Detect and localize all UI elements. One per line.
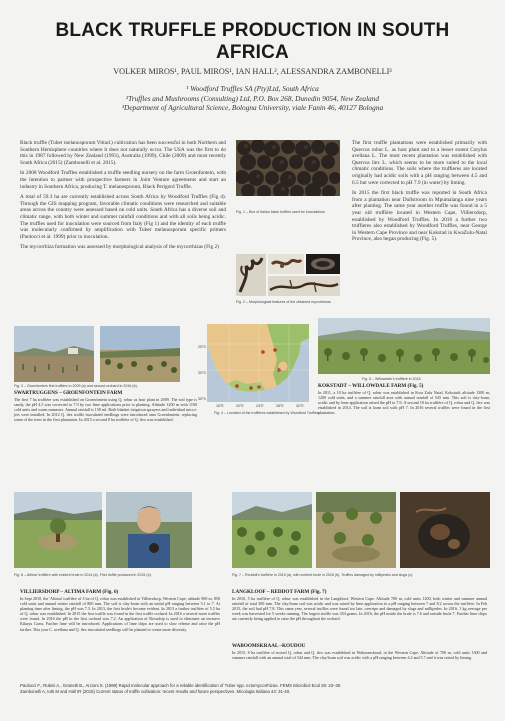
swartruggens-title: SWARTRUGGENS – GROENFONTEIN FARM bbox=[14, 390, 123, 396]
fig5-caption: Fig. 5 – Willowdale's truffière in 2015. bbox=[362, 377, 422, 381]
first-truffle-paragraph: In 2015 the first black truffle was reported in South Africa from a plantation near Dullstroom in Mpumalanga nine years after planting. The same year another truffle was found in a 5 year old truffière located in Western Cape, Villiersdorp, established by Woodford Truffles. In 2016 a further two truffieres also established by Woodford Truffles, near George in Western Cape Province and near Kokstad in KwaZulu-Natal Province, also began producing (Fig. 5). bbox=[352, 190, 487, 243]
swartruggens-text: The first 7 ha truffière was established on Groenfontein using Q. robur as host plant in 2009. The soil type is sandy, the pH 4.5 was corrected to 7.9 by two lime applications prior to planting. Altitude 1200 m with 1100 cold units and warm summers. Annual rainfall is 150 ml. Both blanket irrigation sprayers and individual micro-jets were installed. In 2012 Q. ilex truffle inoculated seedlings were introduced onto Groenfontein, replacing some of the trees in the first plantation. In 2015 a second 8 ha truffière of Q. ilex was established. bbox=[14, 397, 197, 423]
mycorrhiza-paragraph: The mycorrhiza formation was assessed by morphological analysis of the mycorrhizas (Fig 2) bbox=[20, 244, 219, 251]
fig7-caption: Fig. 7 – Reddoit's truffière in 2015 (a), with evident brule in 2016 (b). Truffles damaged by millipedes and slugs (c). bbox=[232, 573, 414, 577]
affiliation-3: ³Department of Agricultural Science, Bologna University, viale Fanin 46, 40127 Bologna bbox=[121, 103, 384, 112]
fig2-caption: Fig. 2 – Morphological features of the obtained mycorrhizas. bbox=[236, 300, 332, 304]
affiliation-2: ²Truffles and Mushrooms (Consulting) Ltd, P.O. Box 268, Dunedin 9054, New Zealand bbox=[125, 93, 380, 103]
fig6a-altima-photo bbox=[14, 492, 102, 568]
map-lon-label-16: 16°E bbox=[216, 404, 224, 408]
right-column bbox=[352, 140, 487, 247]
fig3a-groenfontein-photo bbox=[14, 326, 94, 382]
woodford-paragraph: In 2008 Woodford Truffles established a truffle seedling nursery on the farm Groenfontein, with the intention to partner with prospective farmers in Joint Venture agreements and start an industry in Southern Africa, producing T. melanosporum, Black Perigord Truffle. bbox=[20, 170, 226, 190]
fig5-willowdale-photo bbox=[318, 318, 490, 374]
fig7a-reddot-photo bbox=[232, 492, 312, 568]
map-lat-label-25: 25°S bbox=[198, 345, 206, 349]
reference-1: Paolocci F., Rubini A., Granetti B., Arcioni S. (1999) Rapid molecular approach for a reliable identification of Tuber spp. ectomycorrhizae. FEMS Microbiol Ecol 28: 23–30. bbox=[20, 683, 342, 688]
fig3-caption: Fig. 3 – Groenfontein first truffière in 2009 (a) and second orchard in 2016 (b). bbox=[14, 384, 138, 388]
establishment-paragraph: A total of 59.3 ha are currently established across South Africa by Woodford Truffles (Fig 4). Through the GIS mapping program, favorable climatic conditions were researched and suitable areas across the country were assessed based on cold units. South Africa has a diverse soil and climatic range, with both winter and summer rainfall conditions and with all soils being acidic. The truffles used for inoculation were sourced from Italy (Fig 1) and the identity of each truffle was molecularly confirmed by amplification with Tuber melanosporum specific primers (Paolocci et al. 1999) prior to inoculation. bbox=[20, 194, 226, 240]
fig1-truffle-box-photo bbox=[236, 140, 340, 196]
poster-title bbox=[20, 20, 485, 64]
affiliations bbox=[20, 84, 485, 113]
fig4-south-africa-map bbox=[207, 324, 309, 402]
map-lat-label-30: 30°S bbox=[198, 371, 206, 375]
affiliation-1: ¹ Woodford Truffles SA (Pty)Ltd, South Africa bbox=[186, 84, 319, 93]
map-lon-label-28: 28°E bbox=[276, 404, 284, 408]
map-lon-label-32: 32°E bbox=[296, 404, 304, 408]
langkloof-text: In 2010, 5 ha truffière of Q. robur was established in the Langkloof, Western Cape. Altitude 700 m, cold units 1200, both winter and summer annual rainfall of total 300 mm. The clay/loam soil was acidic and was raised by lime application to a pH ranging between 7 and 8.2 across the truffière. In Feb 2015, the soil had pH 7.8. This same year, several truffles were found too late, overripe and damaged by slugs and millipedes. In 2016, 1 kg average per week was harvested for 5 weeks running. The largest truffle was 354 grams. In 2016, the pH inside the brule is 7.6 and outside brule 7. Further lime chips are currently being applied to raise the pH throughout the orchard. bbox=[232, 596, 487, 622]
kokstad-title: KOKSTADT – WILLOWDALE FARM (Fig. 5) bbox=[318, 383, 424, 389]
fig1-caption: Fig. 1 – Box of Italian black truffles used for inoculations. bbox=[236, 210, 326, 214]
fig2d-mycorrhiza-photo bbox=[268, 276, 340, 296]
fig7b-reddot-photo bbox=[316, 492, 396, 568]
fig3b-groenfontein-photo bbox=[100, 326, 180, 382]
references bbox=[20, 683, 341, 694]
fig2b-mycorrhiza-photo bbox=[268, 254, 304, 274]
map-lon-label-20: 20°E bbox=[236, 404, 244, 408]
plantations-paragraph: The first truffle plantations were established primarily with Quercus robur L. as host plant and to a lesser extent Corylus avellana L. The most recent plantation was established with Quercus ilex L. which seems to be more suited to the local climatic conditions. The soils where the truffieres are located originally had acidic soils with a pH ranging between 4.5 and 6.5 but were corrected to pH 7.9 (in water) by liming. bbox=[352, 140, 487, 186]
fig4-caption: Fig. 4 – Location of the truffières established by Woodford Truffles. bbox=[214, 411, 320, 415]
reference-2: Zambonelli A, Iotti M and Hall IR (2015) Current status of truffle cultivation: recent results and future perspectives. Micologia Italiana 44: 31-40. bbox=[20, 688, 291, 694]
fig2a-mycorrhiza-photo bbox=[236, 254, 266, 296]
fig6b-first-truffle-photo bbox=[106, 492, 192, 568]
langkloof-title: LANGKLOOF – REDDOT FARM (Fig. 7) bbox=[232, 589, 327, 595]
title-line-2: AFRICA bbox=[216, 42, 289, 63]
villiersdorp-title: VILLIERSDORP – ALTIMA FARM (Fig. 6) bbox=[20, 589, 119, 595]
fig6-caption: Fig. 6 – Altima' truffière with evident brule in 2014 (a). First truffle produced in 2015 (b). bbox=[14, 573, 152, 577]
map-lat-label-35: 35°S bbox=[198, 397, 206, 401]
waboomskraal-text: In 2015, 8 ha truffière of mixed Q. robur and Q. ilex was established in Waboomskraal, in the Western Cape. Altitude of 700 m, cold units 1300 and summer rainfall with an annual total of 544 mm. The clay/loam soil was acidic with a pH ranging between 4.2 and 5.7 and it was raised by liming. bbox=[232, 650, 487, 661]
map-lon-label-24: 24°E bbox=[256, 404, 264, 408]
villiersdorp-text: In Sept 2010, the 'Altima' truffière of 3 ha of Q. robur was established in Villiersdorp, Western Cape, altitude 900 m, 850 cold units and annual winter rainfall of 800 mm. The soil is clay-loam with an initial pH ranging between 5.1 to 7. At planting time after liming, the pH was 7.3. In 2013, the first brule's became evident. In 2013 a further truffière of 5.5 ha of Q. robur was established. In 2015 the first truffle was found in the first truffle orchard. In 2016 a several more truffles were found. In 2016 the pH in the first orchard was 7.2. An application of Rosuchip is used to eliminate an invasive Kikuyu Grass. Further lime will be introduced. Applications of lime chips are used to slow release and raise the pH further. This year C. avellana and Q. ilex inoculated seedlings will be planted to create more diversity. bbox=[20, 596, 220, 632]
left-column bbox=[20, 140, 226, 255]
fig7c-damaged-truffles-photo bbox=[400, 492, 490, 568]
waboomskraal-title: WABOOMSKRAAL –KOUDOU bbox=[232, 643, 306, 649]
fig2c-mycorrhiza-photo bbox=[306, 254, 340, 274]
kokstad-text: In 2011, a 10 ha truffière of Q. robur was established in Kwa Zulu Natal, Kokstadt, altitude 1300 m, 1200 cold units, and a summer rainfall area with annual rainfall of 545 mm. This soil is clay-loam, acidic and by lime application raised the pH to 7.9. A second 10 ha truffière of Q. robur and Q. ilex was established in 2014. The soil is loam soil with pH 7. In 2016 several truffles were found in the first plantation. bbox=[318, 390, 490, 416]
intro-paragraph: Black truffle (Tuber melanosporum Vittad.) cultivation has been successful in both Northern and Southern Hemisphere countries where it does not naturally occur. The USA was the first to do this in 1987 followed by New Zealand (1993), Australia (1999), Chile (2009) and most recently South Africa (2015) (Zambonelli et al. 2015). bbox=[20, 140, 226, 166]
authors: VOLKER MIROS¹, PAUL MIROS¹, IAN HALL², ALESSANDRA ZAMBONELLI³ bbox=[113, 67, 392, 76]
title-line-1: BLACK TRUFFLE PRODUCTION IN SOUTH bbox=[55, 20, 450, 41]
